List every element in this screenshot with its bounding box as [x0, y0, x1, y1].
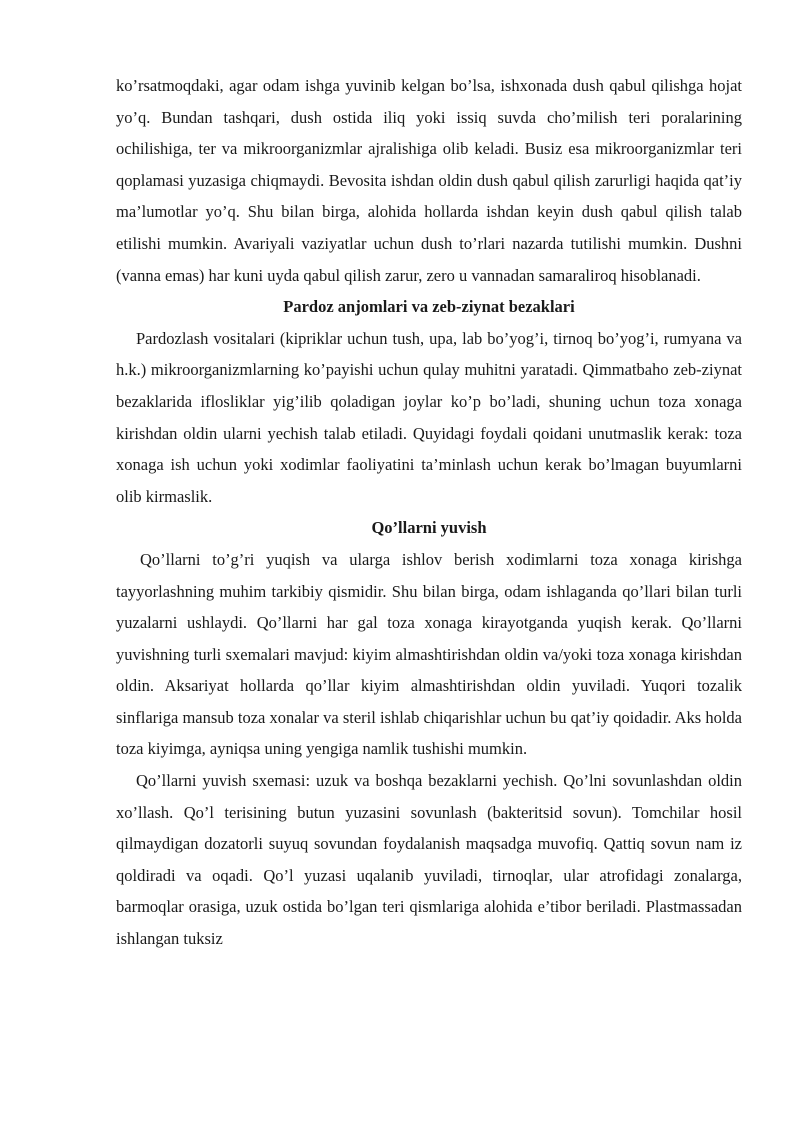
- body-paragraph: Qo’llarni to’g’ri yuqish va ularga ishlov berish xodimlarni toza xonaga kirishga tayyorlashning muhim tarkibiy qismidir. Shu bilan birga, odam ishlaganda qo’llari bilan turli yuzalarni ushlaydi. Qo’llarni har gal toza xonaga kirayotganda yuqish kerak. Qo’llarni yuvishning turli sxemalari mavjud: kiyim almashtirishdan oldin va/yoki toza xonaga kirishdan oldin. Aksariyat hollarda qo’llar kiyim almashtirishdan oldin yuviladi. Yuqori tozalik sinflariga mansub toza xonalar va steril ishlab chiqarishlar uchun bu qat’iy qoidadir. Aks holda toza kiyimga, ayniqsa uning yengiga namlik tushishi mumkin.: [116, 549, 742, 759]
- body-paragraph: Pardozlash vositalari (kipriklar uchun tush, upa, lab bo’yog’i, tirnoq bo’yog’i, rumyana va h.k.) mikroorganizmlarning ko’payishi uchun qulay muhitni yaratadi. Qimmatbaho zeb-ziynat bezaklarida iflosliklar yig’ilib qoladigan joylar ko’p bo’ladi, shuning uchun toza xonaga kirishdan oldin ularni yechish talab etiladi. Quyidagi foydali qoidani unutmaslik kerak: toza xonaga ish uchun yoki xodimlar faoliyatini ta’minlash uchun kerak bo’lmagan buyumlarni olib kirmaslik.: [116, 328, 742, 506]
- body-paragraph: Qo’llarni yuvish sxemasi: uzuk va boshqa bezaklarni yechish. Qo’lni sovunlashdan oldin xo’llash. Qo’l terisining butun yuzasini sovunlash (bakteritsid sovun). Tomchilar hosil qilmaydigan dozatorli suyuq sovundan foydalanish maqsadga muvofiq. Qattiq sovun nam iz qoldiradi va oqadi. Qo’l yuzasi uqalanib yuviladi, tirnoqlar, ular atrofidagi zonalarga, barmoqlar orasiga, uzuk ostida bo’lgan teri qismlariga alohida e’tibor beriladi. Plastmassadan ishlangan tuksiz: [116, 771, 742, 949]
- body-paragraph: ko’rsatmoqdaki, agar odam ishga yuvinib kelgan bo’lsa, ishxonada dush qabul qilishga hojat yo’q. Bundan tashqari, dush ostida iliq yoki issiq suvda cho’milish teri poralarining ochilishiga, ter va mikroorganizmlar ajralishiga olib keladi. Busiz esa mikroorganizmlar teri qoplamasi yuzasiga chiqmaydi. Bevosita ishdan oldin dush qabul qilish zarurligi haqida qat’iy ma’lumotlar yo’q. Shu bilan birga, alohida hollarda ishdan keyin dush qabul qilish talab etilishi mumkin. Avariyali vaziyatlar uchun dush to’rlari nazarda tutilishi mumkin. Dushni (vanna emas) har kuni uyda qabul qilish zarur, zero u vannadan samaraliroq hisoblanadi.: [116, 76, 742, 285]
- section-heading: Qo’llarni yuvish: [371, 518, 487, 538]
- document-page: [116, 70, 742, 955]
- section-heading: Pardoz anjomlari va zeb-ziynat bezaklari: [283, 297, 575, 317]
